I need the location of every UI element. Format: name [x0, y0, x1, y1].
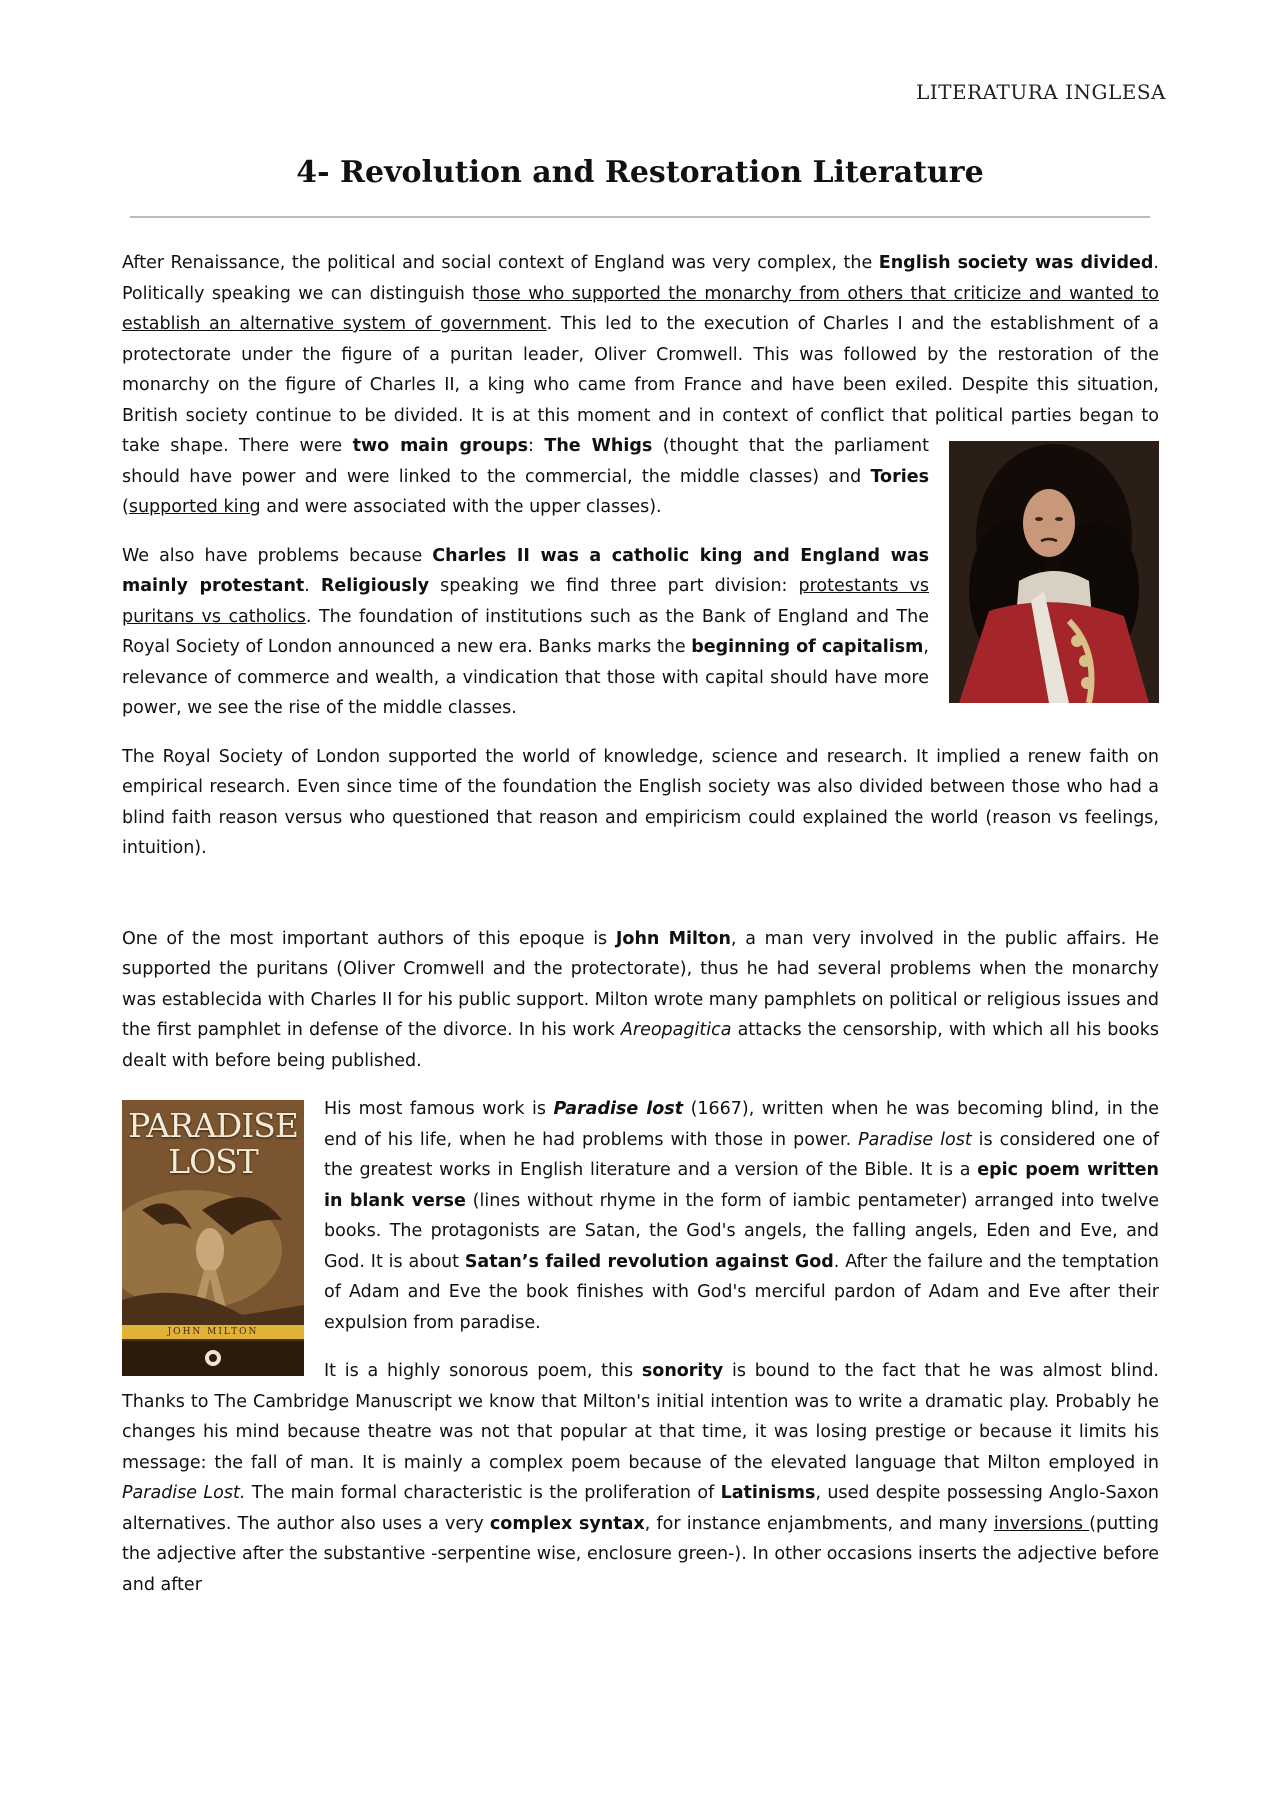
bold-italic-run: Paradise lost: [553, 1099, 684, 1119]
cover-title: [122, 1108, 304, 1180]
text-run: is bound to the fact that he was almost blind. Thanks to The Cambridge Manuscript we know that Milton's initial intention was to write a dramatic play. Probably he changes his mind because theatre was not that popular at that time, it was losing prestige or because it limits his message: the fall of man. It is mainly a complex poem because of the elevated language that Milton employed in: [122, 1361, 1159, 1473]
text-run: (: [122, 497, 129, 517]
text-run: , used despite possessing Anglo-Saxon alternatives. The author also uses a very: [122, 1483, 1159, 1534]
bold-run: Charles II was a catholic king and England was mainly protestant: [122, 545, 929, 596]
italic-run: Areopagitica: [620, 1020, 732, 1040]
page-title: 4- Revolution and Restoration Literature: [296, 155, 984, 190]
underlined-run: protestants vs puritans vs catholics: [122, 576, 929, 627]
text-run: is considered one of the greatest works in English literature and a version of the Bible. It is a: [324, 1129, 1159, 1180]
text-run: .: [304, 576, 321, 596]
text-run: attacks the censorship, with which all his books dealt with before being published.: [122, 1020, 1160, 1071]
bold-run: Tories: [870, 466, 929, 487]
paragraph-sonority: [122, 1356, 1159, 1600]
bold-run: Satan’s failed revolution against God: [464, 1251, 834, 1272]
cover-author: JOHN MILTON: [122, 1325, 304, 1339]
text-run: His most famous work is: [324, 1099, 554, 1119]
bold-run: complex syntax: [489, 1513, 645, 1534]
charles-ii-portrait: [949, 441, 1159, 703]
bold-run: epic poem written in blank verse: [324, 1160, 1159, 1211]
text-run: (thought that the parliament should have power and were linked to the commercial, the middle classes) and: [122, 436, 930, 487]
bold-run: John Milton: [615, 928, 731, 949]
paragraph-milton: [122, 924, 1159, 1077]
text-run: (putting the adjective after the substantive -serpentine wise, enclosure green-). In other occasions inserts the adjective before and after: [122, 1513, 1159, 1595]
text-run: :: [528, 436, 545, 456]
text-run: . After the failure and the temptation of Adam and Eve the book finishes with God's merciful pardon of Adam and Eve after their expulsion from paradise.: [324, 1251, 1159, 1333]
text-run: . The foundation of institutions such as the Bank of England and The Royal Society of London announced a new era. Banks marks the: [122, 606, 930, 657]
text-run: The Royal Society of London supported the world of knowledge, science and research. It implied a renew faith on empirical research. Even since time of the foundation the English society was also divided between those who had a blind faith reason versus who questioned that reason and empiricism could explained the world (reason vs feelings, intuition).: [122, 746, 1159, 858]
text-run: , relevance of commerce and wealth, a vindication that those with capital should have more power, we see the rise of the middle classes.: [122, 637, 929, 718]
underlined-run: hose who supported the monarchy from others that criticize and wanted to establish an alternative system of government: [122, 283, 1159, 334]
text-run: , a man very involved in the public affairs. He supported the puritans (Oliver Cromwell and the protectorate), thus he had several problems when the monarchy was establecida with Charles II for his public support. Milton wrote many pamphlets on political or religious issues and the first pamphlet in defense of the divorce. In his work: [122, 928, 1159, 1040]
text-run: . Politically speaking we can distinguish t: [122, 253, 1159, 304]
text-run: It is a highly sonorous poem, this: [324, 1361, 642, 1381]
text-run: speaking we find three part division:: [429, 576, 799, 596]
paragraph-context: [122, 248, 1159, 523]
bold-run: Religiously: [320, 576, 430, 596]
portrait-image: [949, 441, 1159, 703]
bold-run: two main groups: [352, 436, 529, 456]
cover-title-line: PARADISE: [128, 1106, 298, 1145]
text-run: . This led to the execution of Charles I and the establishment of a protectorate under the figure of a puritan leader, Oliver Cromwell. This was followed by the restoration of the monarchy on the figure of Charles II, a king who came from France and have been exiled. Despite this situation, British society continue to be divided. It is at this moment and in context of conflict that political parties began to take shape. There were: [122, 314, 1159, 456]
bold-run: sonority: [641, 1361, 724, 1381]
text-run: (1667), written when he was becoming blind, in the end of his life, when he had problems with those in power.: [324, 1099, 1159, 1150]
running-header: LITERATURA INGLESA: [916, 80, 1166, 104]
italic-run: Paradise lost: [858, 1129, 972, 1150]
bold-run: The Whigs: [544, 436, 653, 456]
bold-run: Latinisms: [720, 1483, 816, 1503]
cover-title-line: LOST: [168, 1142, 258, 1181]
document-body: [122, 248, 1159, 1618]
paradise-lost-cover: [122, 1100, 304, 1376]
text-run: and were associated with the upper classes).: [260, 497, 662, 517]
text-run: We also have problems because: [122, 545, 433, 566]
bold-run: beginning of capitalism: [691, 637, 924, 657]
title-divider: [130, 216, 1150, 218]
text-run: , for instance enjambments, and many: [644, 1513, 994, 1534]
text-run: (lines without rhyme in the form of iambic pentameter) arranged into twelve books. The protagonists are Satan, the God's angels, the falling angels, Eden and Eve, and God. It is about: [324, 1190, 1160, 1272]
paragraph-royal-society: [122, 742, 1159, 864]
text-run: After Renaissance, the political and social context of England was very complex, the: [122, 253, 879, 273]
bold-run: English society was divided: [878, 253, 1154, 273]
underlined-run: supported king: [128, 497, 261, 517]
text-run: One of the most important authors of this epoque is: [122, 928, 616, 949]
italic-run: Paradise Lost.: [122, 1483, 246, 1503]
text-run: The main formal characteristic is the proliferation of: [245, 1483, 721, 1503]
underlined-run: inversions: [993, 1513, 1090, 1534]
